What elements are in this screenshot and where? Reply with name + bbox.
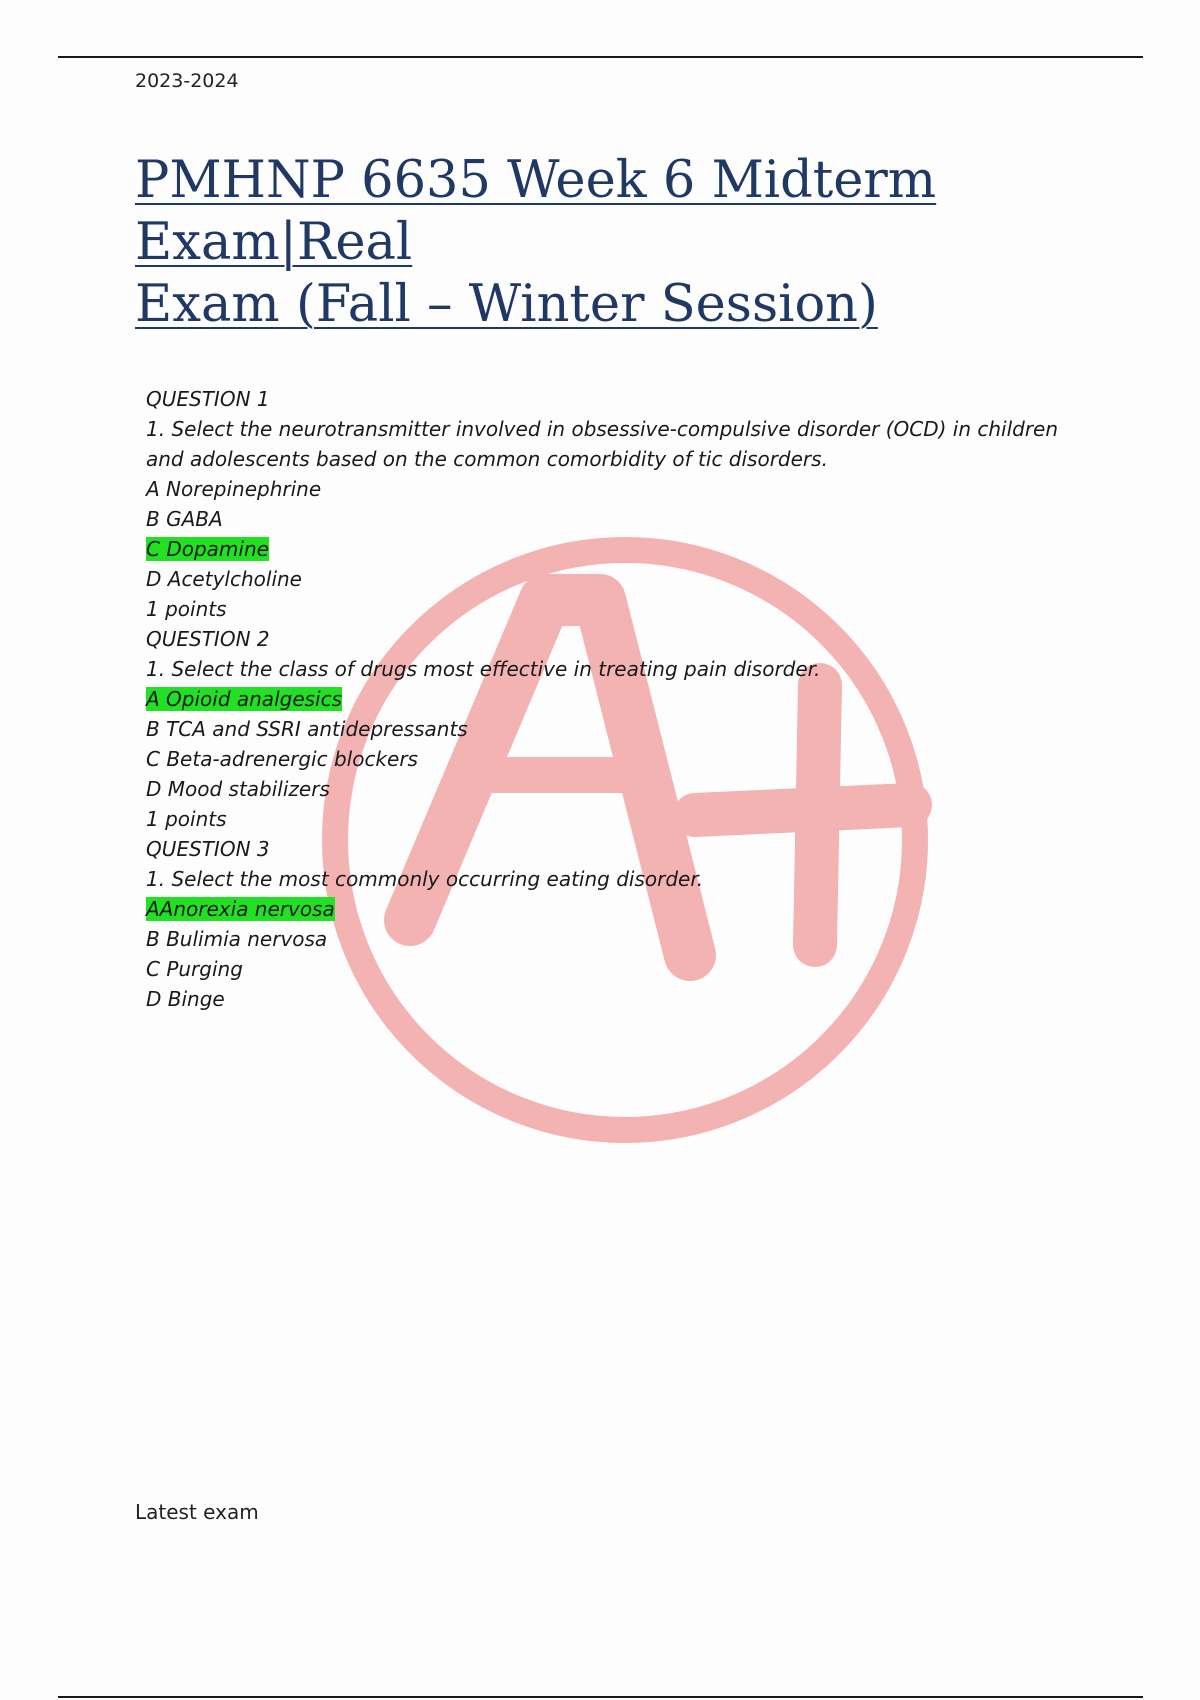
question-heading: QUESTION 1 — [146, 387, 270, 411]
answer-option: C Beta-adrenergic blockers — [146, 747, 418, 771]
title-line-2: Exam (Fall – Winter Session) — [135, 275, 878, 334]
question-heading: QUESTION 3 — [146, 837, 270, 861]
bottom-rule — [58, 1696, 1143, 1698]
top-rule — [58, 56, 1143, 58]
answer-option: B GABA — [146, 507, 223, 531]
answer-option: B Bulimia nervosa — [146, 927, 328, 951]
title-line-1: PMHNP 6635 Week 6 Midterm Exam|Real — [135, 151, 937, 272]
correct-answer-highlight: AAnorexia nervosa — [146, 897, 335, 921]
question-heading: QUESTION 2 — [146, 627, 270, 651]
correct-answer-highlight: C Dopamine — [146, 537, 269, 561]
question-points: 1 points — [146, 807, 227, 831]
answer-option-correct — [146, 684, 1096, 714]
answer-option: C Purging — [146, 957, 243, 981]
answer-option-correct — [146, 534, 1096, 564]
footer-label: Latest exam — [135, 1500, 259, 1524]
question-points: 1 points — [146, 597, 227, 621]
answer-option: D Mood stabilizers — [146, 777, 330, 801]
correct-answer-highlight: A Opioid analgesics — [146, 687, 343, 711]
answer-option: D Acetylcholine — [146, 567, 302, 591]
answer-option: A Norepinephrine — [146, 477, 322, 501]
question-prompt: 1. Select the class of drugs most effective in treating pain disorder. — [146, 657, 821, 681]
answer-option-correct — [146, 894, 1096, 924]
answer-option: D Binge — [146, 987, 225, 1011]
question-prompt: 1. Select the neurotransmitter involved in obsessive-compulsive disorder (OCD) in children and adolescents based on the common comorbidity of tic disorders. — [146, 417, 1059, 471]
answer-option: B TCA and SSRI antidepressants — [146, 717, 468, 741]
questions-block — [146, 384, 1096, 1014]
question-prompt: 1. Select the most commonly occurring eating disorder. — [146, 867, 704, 891]
document-title — [135, 150, 1135, 336]
header-year: 2023-2024 — [135, 70, 239, 92]
